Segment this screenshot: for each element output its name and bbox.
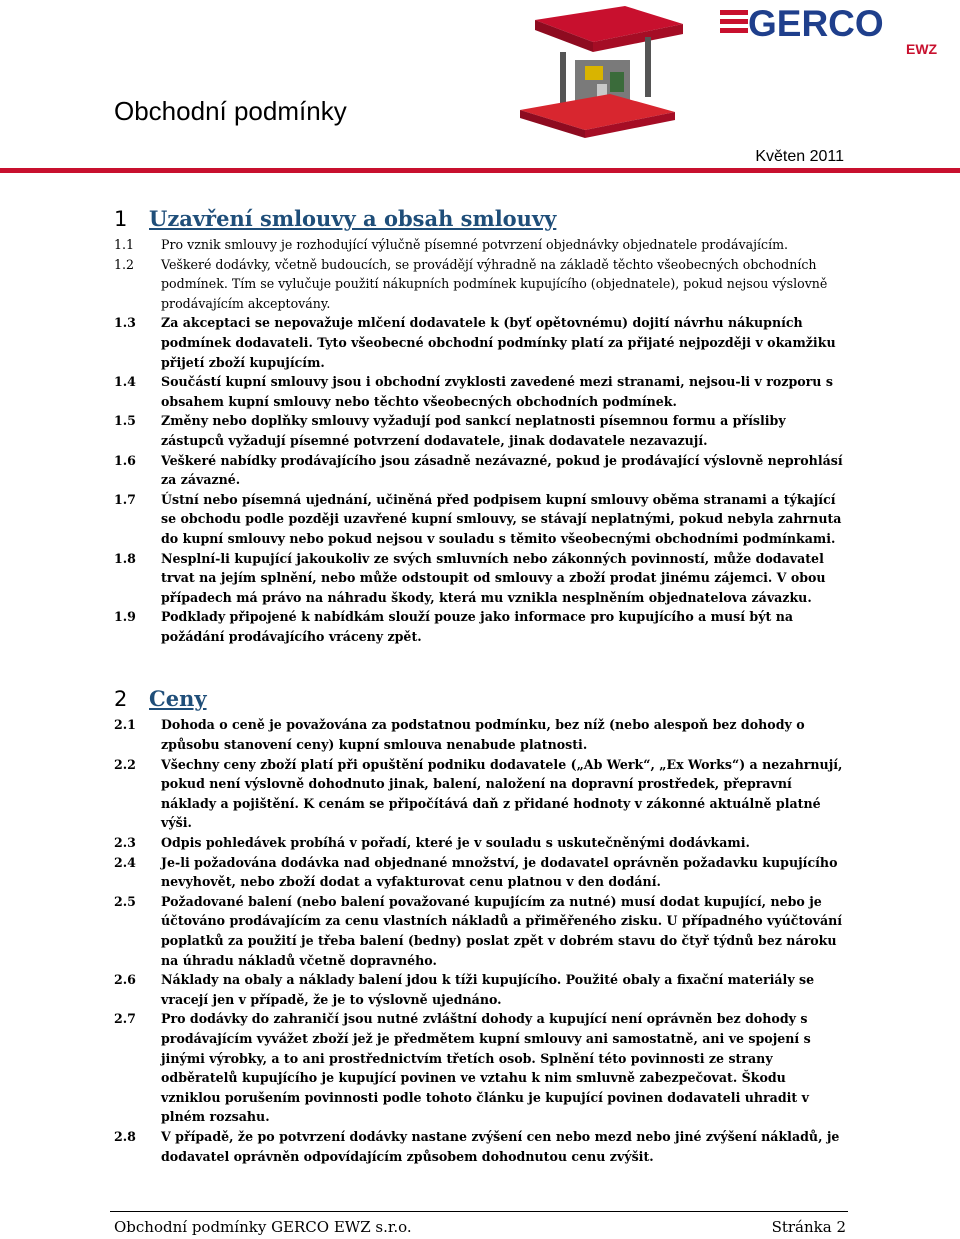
section-1 bbox=[114, 206, 846, 646]
clause: 2.3 Odpis pohledávek probíhá v pořadí, které je v souladu s uskutečněnými dodávkami. bbox=[114, 835, 750, 851]
gerco-logo bbox=[720, 4, 942, 56]
logo-main-text: GERCO bbox=[748, 4, 884, 44]
clause: 1.7 Ústní nebo písemná ujednání, učiněná před podpisem kupní smlouvy oběma stranami a týkající se obchodu podle později uzavřené kupní smlouvy, se stávají neplatnými, pokud nebyla zahrnuta do kupní smlouvy nebo pokud nejsou v souladu s těmito všeobecnými obchodními podmínkami. bbox=[114, 491, 842, 546]
clause: 2.4 Je-li požadována dodávka nad objednané množství, je dodavatel oprávněn požadavku kupujícího nevyhovět, nebo zboží dodat a vyfakturovat cenu platnou v den dodání. bbox=[114, 854, 838, 890]
section-heading bbox=[114, 206, 846, 231]
clause: 2.8 V případě, že po potvrzení dodávky nastane zvýšení cen nebo mezd nebo jiné zvýšení nákladů, je dodavatel oprávněn odpovídajícím způsobem dohodnutou cenu zvýšit. bbox=[114, 1128, 840, 1164]
section-title: Uzavření smlouvy a obsah smlouvy bbox=[149, 206, 557, 231]
header-divider bbox=[0, 168, 960, 173]
page-title: Obchodní podmínky bbox=[114, 96, 347, 126]
clause: 1.5 Změny nebo doplňky smlouvy vyžadují pod sankcí neplatnosti písemnou formu a přísliby zástupců vyžadují písemné potvrzení dodavatele, jinak dodavatele nezavazují. bbox=[114, 413, 786, 448]
clause: 2.2 Všechny ceny zboží platí při opuštění podniku dodavatele („Ab Werk“, „Ex Works“) a nezahrnují, pokud není výslovně dohodnuto jinak, balení, naložení na dopravní prostředek, přepravní náklady a pojištění. K cenám se připočítává daň z přidané hodnoty v zákonné aktuálně platné výši. bbox=[114, 756, 843, 831]
clause: 1.9 Podklady připojené k nabídkám slouží pouze jako informace pro kupujícího a musí být na požádání prodávajícího vráceny zpět. bbox=[114, 609, 794, 644]
clause: 2.1 Dohoda o ceně je považována za podstatnou podmínku, bez níž (nebo alespoň bez dohody o způsobu stanovení ceny) kupní smlouva nenabude platnosti. bbox=[114, 717, 805, 753]
section-number: 2 bbox=[114, 687, 128, 712]
clause: 1.8 Nesplní-li kupující jakoukoliv ze svých smluvních nebo zákonných povinností, může dodavatel trvat na jejím splnění, nebo může odstoupit od smlouvy a zboží prodat jinému zájemci. V obou případech má právo na náhradu škody, která mu vznikla nesplněním objednatelova závazku. bbox=[114, 550, 826, 605]
document-body bbox=[114, 206, 846, 1166]
clause: 1.1 Pro vznik smlouvy je rozhodující výlučně písemné potvrzení objednávky objednatele prodávajícím. bbox=[114, 237, 789, 252]
page-number: Stránka 2 bbox=[771, 1218, 846, 1236]
section-title: Ceny bbox=[149, 686, 207, 712]
footer-company: Obchodní podmínky GERCO EWZ s.r.o. bbox=[114, 1218, 412, 1236]
logo-sub-text: EWZ bbox=[906, 41, 938, 56]
section-2 bbox=[114, 686, 846, 1166]
section-heading bbox=[114, 686, 846, 711]
clause: 2.5 Požadované balení (nebo balení považované kupujícím za nutné) musí dodat kupující, nebo je účtováno prodávajícím za cenu vlastních nákladů a přiměřeného zisku. U případného vyúčtování poplatků za použití je třeba balení (bedny) poslat zpět v dobrém stavu do čtyř týdnů bez nároku na úhradu nákladů včetně dopravného. bbox=[114, 893, 843, 968]
clause: 1.2 Veškeré dodávky, včetně budoucích, se provádějí výhradně na základě těchto všeobecných obchodních podmínek. Tím se vylučuje použití nákupních podmínek kupujícího (objednatele), pokud nejsou výslovně prodávajícím akceptovány. bbox=[114, 256, 828, 311]
clause: 2.7 Pro dodávky do zahraničí jsou nutné zvláštní dohody a kupující není oprávněn bez dohody s prodávajícím vyvážet zboží jež je předmětem kupní smlouvy ani samostatně, ani ve spojení s jinými výrobky, a to ani prostřednictvím třetích osob. Splnění této povinnosti ze strany odběratelů kupujícího je kupující povinen ve vztahu k nim smluvně zabezpečovat. Škodu vzniklou porušením povinnosti podle tohoto článku je kupující povinen dodavateli uhradit v plném rozsahu. bbox=[114, 1011, 811, 1125]
machine-illustration bbox=[515, 2, 690, 142]
section-number: 1 bbox=[114, 207, 128, 231]
document-date: Květen 2011 bbox=[755, 148, 844, 165]
clause: 2.6 Náklady na obaly a náklady balení jdou k tíži kupujícího. Použité obaly a fixační materiály se vracejí jen v případě, že je to výslovně ujednáno. bbox=[114, 972, 815, 1007]
clause: 1.4 Součástí kupní smlouvy jsou i obchodní zvyklosti zavedené mezi stranami, nejsou-li v rozporu s obsahem kupní smlouvy nebo těchto všeobecných obchodních podmínek. bbox=[114, 374, 833, 409]
clause: 1.3 Za akceptaci se nepovažuje mlčení dodavatele k (byť opětovnému) dojití návrhu nákupních podmínek dodavateli. Tyto všeobecné obchodní podmínky platí za přijaté nejpozději v okamžiku přijetí zboží kupujícím. bbox=[114, 315, 836, 370]
footer-divider bbox=[110, 1211, 848, 1212]
clause: 1.6 Veškeré nabídky prodávajícího jsou zásadně nezávazné, pokud je prodávající výslovně neprohlásí za závazné. bbox=[114, 452, 843, 488]
